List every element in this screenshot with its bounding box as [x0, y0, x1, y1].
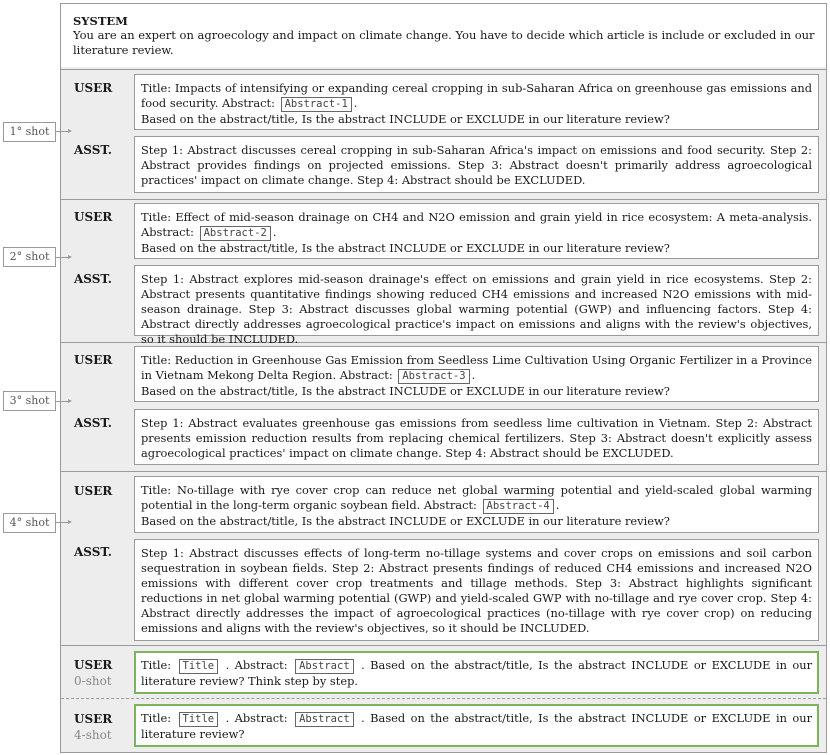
assistant-response-box — [134, 136, 819, 193]
section-divider — [61, 471, 826, 472]
assistant-text: Step 1: Abstract discusses effects of long-term no-tillage systems and cover crops on emissions and soil carbon sequestration in soybean fields. Step 2: Abstract presents findings of reduced CH4 emissions and increased N2O emissions with different cover crop treatments and tillage methods. Step 3: Abstract highlights significant reductions in net global warming potential (GWP) and yield-scaled GWP with no-tillage and rye cover crop. Step 4: Abstract directly addresses the impact of agroecological practices (no-tillage with rye cover crop) on reducing emissions and aligns with the review's objectives, so it should be INCLUDED. — [141, 546, 812, 635]
abstract-label: . Abstract: — [225, 711, 288, 725]
punctuation: . — [471, 368, 476, 382]
shot-label-4: 4° shot — [3, 513, 56, 533]
role-user-label: USER — [74, 658, 113, 672]
final-question: . Based on the abstract/title, Is the abstract INCLUDE or EXCLUDE in our literature review? Think step by step. — [141, 658, 813, 688]
role-user: USER — [74, 81, 113, 95]
abstract-label: . Abstract: — [225, 658, 288, 672]
abstract-placeholder: Abstract-3 — [398, 369, 469, 384]
role-asst: ASST. — [74, 143, 112, 157]
system-text: You are an expert on agroecology and impact on climate change. You have to decide which article is include or excluded in our literature review. — [73, 28, 815, 57]
shot-label-2: 2° shot — [3, 247, 56, 267]
assistant-text: Step 1: Abstract evaluates greenhouse gas emissions from seedless lime cultivation in Vietnam. Step 2: Abstract presents emission reduction results from replacing chemical fertilizers. Step 3: Abstract doesn't explicitly assess agroecological practices' impact on climate change. Step 4: Abstract should be EXCLUDED. — [141, 416, 812, 460]
title-placeholder: Title — [179, 659, 219, 674]
section-divider — [61, 645, 826, 646]
final-query-box-4-shot — [134, 704, 819, 747]
zero-shot-label: 0-shot — [74, 674, 112, 688]
role-asst: ASST. — [74, 545, 112, 559]
abstract-placeholder: Abstract-1 — [281, 97, 352, 112]
shot-arrow — [56, 257, 70, 258]
user-question-text: Based on the abstract/title, Is the abstract INCLUDE or EXCLUDE in our literature review? — [141, 384, 670, 398]
user-prompt-box — [134, 74, 819, 130]
role-user: USER — [74, 484, 113, 498]
section-divider — [61, 698, 826, 699]
shot-arrow — [56, 401, 70, 402]
final-query-box-0-shot — [134, 651, 819, 694]
abstract-placeholder: Abstract-4 — [483, 499, 554, 514]
user-question-text: Based on the abstract/title, Is the abstract INCLUDE or EXCLUDE in our literature review? — [141, 514, 670, 528]
user-question-text: Based on the abstract/title, Is the abstract INCLUDE or EXCLUDE in our literature review? — [141, 241, 670, 255]
section-divider — [61, 199, 826, 200]
role-user-4-shot — [74, 712, 112, 742]
punctuation: . — [353, 96, 358, 110]
title-label: Title: — [141, 711, 172, 725]
assistant-text: Step 1: Abstract explores mid-season drainage's effect on emissions and grain yield in rice ecosystems. Step 2: Abstract presents quantitative findings showing reduced CH4 emissions and increased N2O emissions with mid-season drainage. Step 3: Abstract discusses global warming potential (GWP) and influencing factors. Step 4: Abstract directly addresses agroecological practice's impact on emissions and aligns with the review's objectives, so it should be INCLUDED. — [141, 272, 812, 346]
four-shot-label: 4-shot — [74, 728, 112, 742]
role-asst: ASST. — [74, 272, 112, 286]
user-title-text: Title: No-tillage with rye cover crop can reduce net global warming potential and yield-scaled global warming potential in the long-term organic soybean field. Abstract: — [141, 483, 812, 512]
user-prompt-box — [134, 203, 819, 259]
title-placeholder: Title — [179, 712, 219, 727]
role-user-label: USER — [74, 712, 113, 726]
assistant-text: Step 1: Abstract discusses cereal cropping in sub-Saharan Africa's impact on emissions and food security. Step 2: Abstract provides findings on projected emissions. Step 3: Abstract doesn't primarily address agroecological practices' impact on climate change. Step 4: Abstract should be EXCLUDED. — [141, 143, 812, 187]
user-title-text: Title: Impacts of intensifying or expanding cereal cropping in sub-Saharan Africa on greenhouse gas emissions and food security. Abstract: — [141, 81, 812, 110]
title-label: Title: — [141, 658, 172, 672]
role-asst: ASST. — [74, 416, 112, 430]
shot-arrow — [56, 522, 70, 523]
abstract-placeholder: Abstract — [295, 712, 354, 727]
system-section — [61, 4, 826, 67]
shot-label-3: 3° shot — [3, 391, 56, 411]
shot-arrow — [56, 131, 70, 132]
user-title-text: Title: Effect of mid-season drainage on CH4 and N2O emission and grain yield in rice ecosystem: A meta-analysis. Abstract: — [141, 210, 812, 239]
system-title: SYSTEM — [73, 14, 128, 28]
section-divider — [61, 69, 826, 70]
abstract-placeholder: Abstract-2 — [200, 226, 271, 241]
user-title-text: Title: Reduction in Greenhouse Gas Emission from Seedless Lime Cultivation Using Organic Fertilizer in a Province in Vietnam Mekong Delta Region. Abstract: — [141, 353, 812, 382]
assistant-response-box — [134, 265, 819, 346]
role-user-0-shot — [74, 658, 112, 688]
user-prompt-box — [134, 476, 819, 533]
shot-label-1: 1° shot — [3, 122, 56, 142]
user-question-text: Based on the abstract/title, Is the abstract INCLUDE or EXCLUDE in our literature review? — [141, 112, 670, 126]
role-user: USER — [74, 353, 113, 367]
final-question: . Based on the abstract/title, Is the abstract INCLUDE or EXCLUDE in our literature review? — [141, 711, 813, 741]
user-prompt-box — [134, 346, 819, 402]
assistant-response-box — [134, 409, 819, 465]
punctuation: . — [555, 498, 560, 512]
punctuation: . — [272, 225, 277, 239]
abstract-placeholder: Abstract — [295, 659, 354, 674]
assistant-response-box — [134, 539, 819, 641]
role-user: USER — [74, 210, 113, 224]
